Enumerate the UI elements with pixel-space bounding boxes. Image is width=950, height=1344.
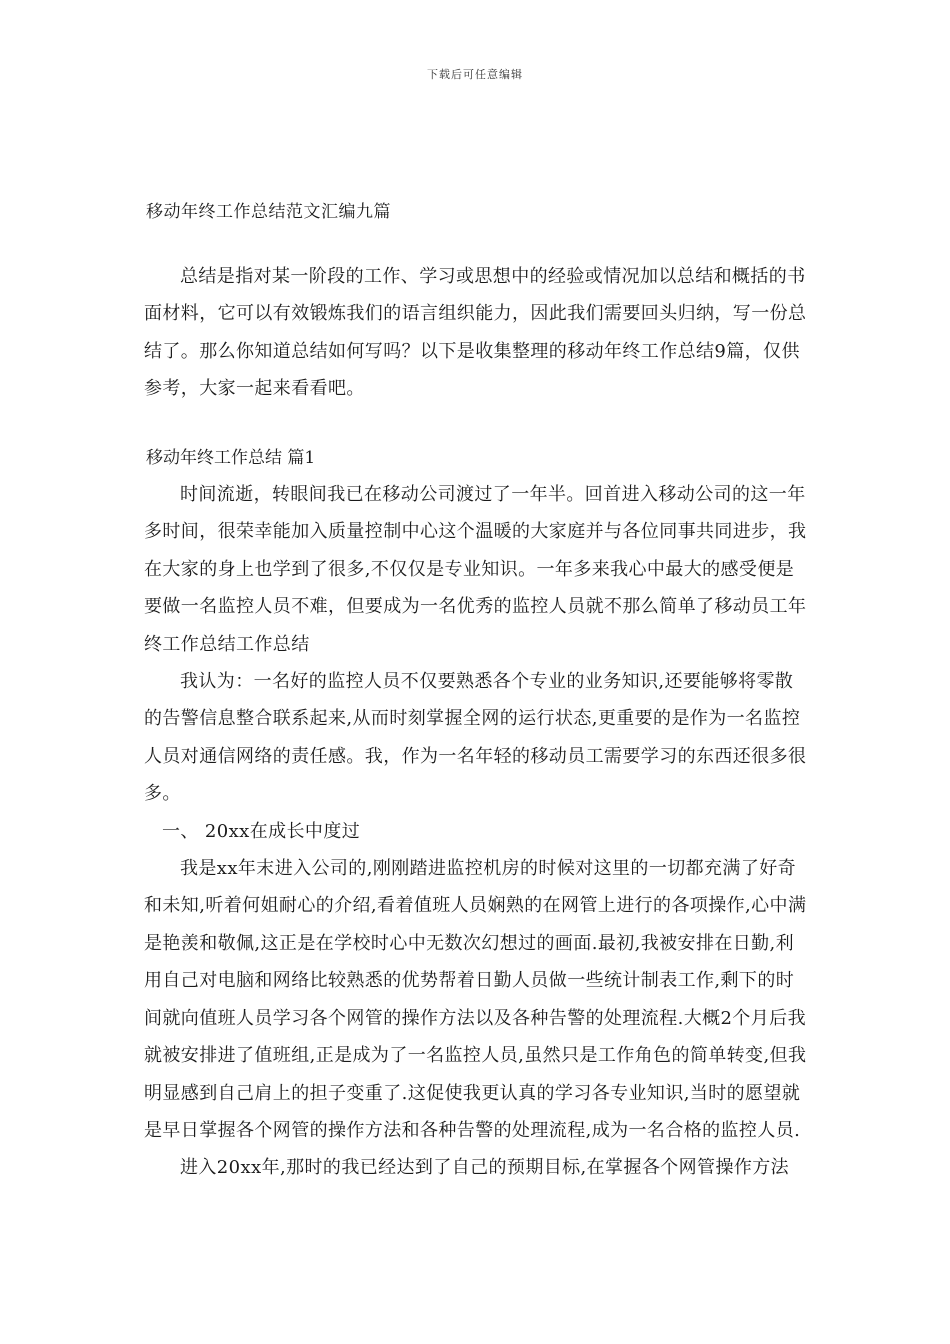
intro-paragraph: 总结是指对某一阶段的工作、学习或思想中的经验或情况加以总结和概括的书面材料，它可以有效锻炼我们的语言组织能力，因此我们需要回头归纳，写一份总结了。那么你知道总结如何写吗？以下是收集整理的移动年终工作总结9篇，仅供参考，大家一起来看看吧。 — [144, 266, 807, 400]
section-paragraph-4: 进入20xx年,那时的我已经达到了自己的预期目标,在掌握各个网管操作方法 — [180, 1157, 790, 1179]
document-title: 移动年终工作总结范文汇编九篇 — [146, 202, 391, 222]
section-paragraph-2: 我认为：一名好的监控人员不仅要熟悉各个专业的业务知识,还要能够将零散的告警信息整合联系起来,从而时刻掌握全网的运行状态,更重要的是作为一名监控人员对通信网络的责任感。我，作为一名年轻的移动员工需要学习的东西还很多很多。 — [144, 671, 807, 805]
page-header-note: 下载后可任意编辑 — [427, 68, 523, 81]
intro-block — [144, 258, 808, 408]
section-paragraph-3: 我是xx年末进入公司的,刚刚踏进监控机房的时候对这里的一切都充满了好奇和未知,听着何姐耐心的介绍,看着值班人员娴熟的在网管上进行的各项操作,心中满是艳羡和敬佩,这正是在学校时心中无数次幻想过的画面.最初,我被安排在日勤,利用自己对电脑和网络比较熟悉的优势帮着日勤人员做一些统计制表工作,剩下的时间就向值班人员学习各个网管的操作方法以及各种告警的处理流程.大概2个月后我就被安排进了值班组,正是成为了一名监控人员,虽然只是工作角色的简单转变,但我明显感到自己肩上的担子变重了.这促使我更认真的学习各专业知识,当时的愿望就是早日掌握各个网管的操作方法和各种告警的处理流程,成为一名合格的监控人员. — [144, 858, 807, 1141]
section-subheading: 一、 20xx在成长中度过 — [162, 820, 361, 842]
section-paragraph-1: 时间流逝，转眼间我已在移动公司渡过了一年半。回首进入移动公司的这一年多时间，很荣幸能加入质量控制中心这个温暖的大家庭并与各位同事共同进步，我在大家的身上也学到了很多,不仅仅是专业知识。一年多来我心中最大的感受便是要做一名监控人员不难，但要成为一名优秀的监控人员就不那么简单了移动员工年终工作总结工作总结 — [144, 484, 807, 655]
section-title: 移动年终工作总结 篇1 — [146, 448, 316, 468]
section-body — [144, 476, 808, 1187]
